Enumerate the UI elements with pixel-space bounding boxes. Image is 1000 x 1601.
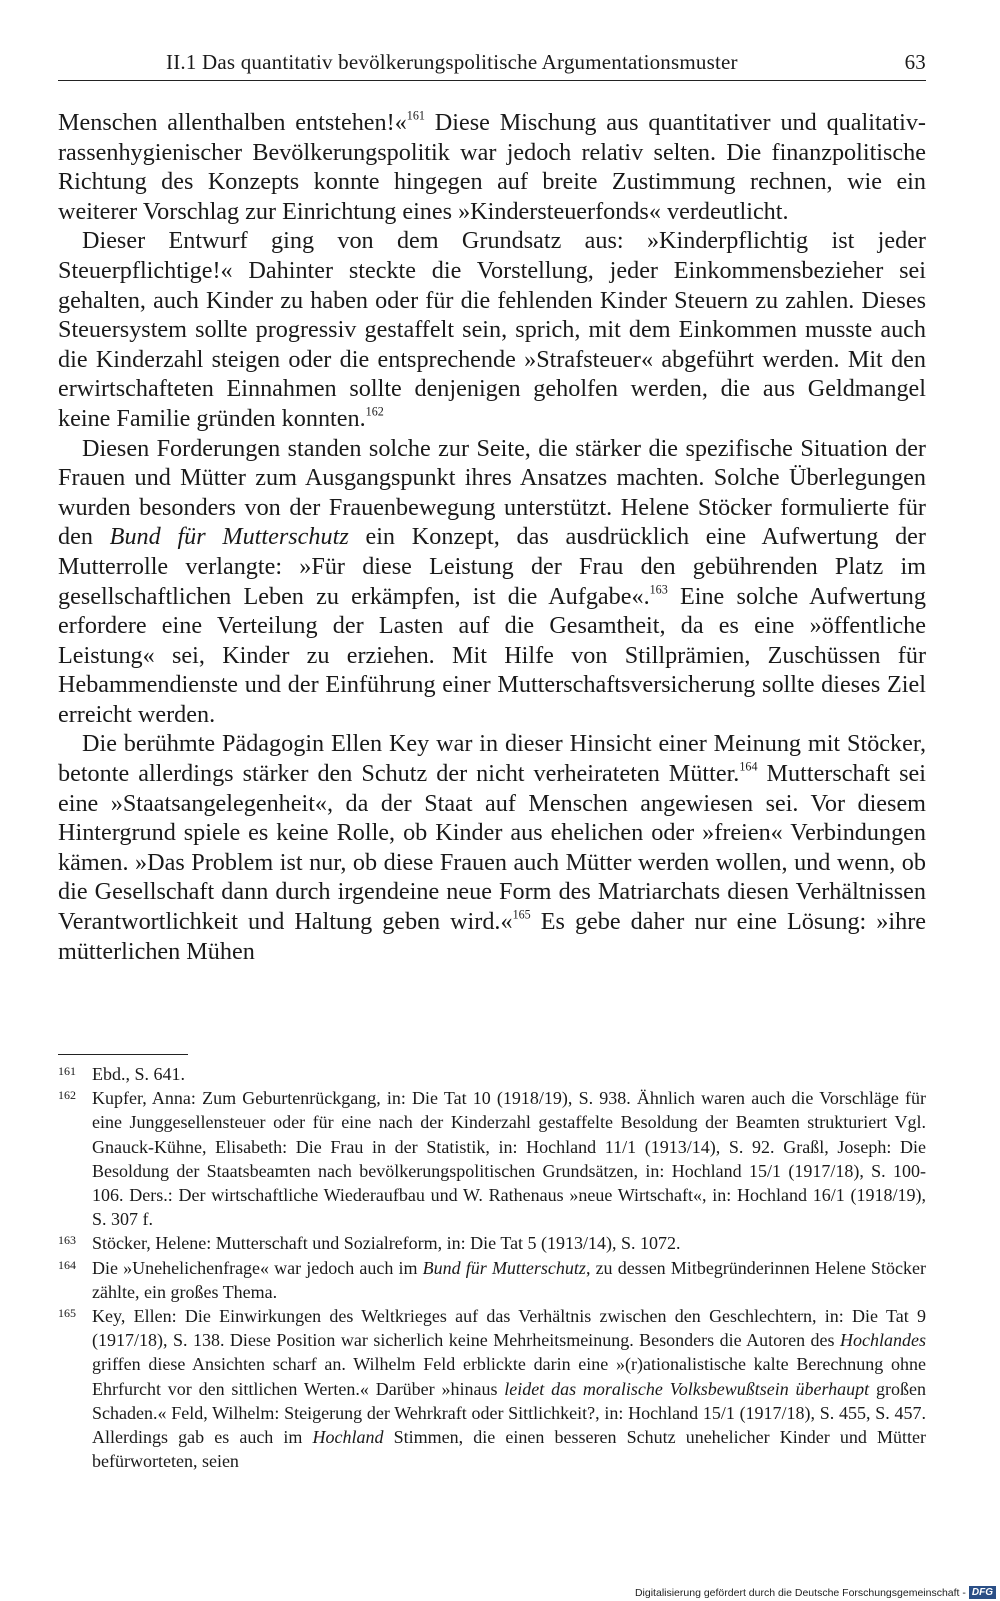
footnote-163: [58, 1231, 926, 1255]
footnote-162: [58, 1086, 926, 1231]
footnote-text: Stimmen, die einen besseren Schutz unehelicher Kinder und Mütter befürworteten, seien: [92, 1427, 926, 1472]
footnotes: [58, 1062, 926, 1473]
footnote-number: 163: [58, 1233, 76, 1248]
footnote-ref-161: 161: [406, 108, 425, 123]
italic-run: Hochlandes: [840, 1330, 926, 1351]
footnote-text: Kupfer, Anna: Zum Geburtenrückgang, in: Die Tat 10 (1918/19), S. 938. Ähnlich waren auch die Vorschläge für eine Junggesellensteuer oder für eine nach der Kinderzahl gestaffelte Besoldung der Beamten strukturiert Vgl. Gnauck-Kühne, Elisabeth: Die Frau in der Statistik, in: Hochland 11/1 (1913/14), S. 92. Graßl, Joseph: Die Besoldung der Staatsbeamten nach bevölkerungspolitischen Grundsätzen, in: Hochland 15/1 (1917/18), S. 100-106. Ders.: Der wirtschaftliche Wiederaufbau und W. Rathenaus »neue Wirtschaft«, in: Hochland 16/1 (1918/19), S. 307 f.: [92, 1088, 926, 1230]
footnote-number: 165: [58, 1306, 76, 1321]
digitization-credit-bar: [635, 1584, 1000, 1601]
footnote-164: [58, 1256, 926, 1304]
footnote-text: großen Schaden.« Feld, Wilhelm: Steigerung der Wehrkraft oder Sittlichkeit?, in: Hochland 15/1 (1917/18), S. 455, S. 457. Allerdings gab es auch im: [92, 1378, 926, 1448]
footnote-text: Ebd., S. 641.: [92, 1064, 186, 1084]
footnote-divider: [58, 1054, 188, 1055]
footnote-text: Key, Ellen: Die Einwirkungen des Weltkrieges auf das Verhältnis zwischen den Geschlechtern, in: Die Tat 9 (1917/18), S. 138. Diese Position war sicherlich keine Mehrheitsmeinung. Besonders die Autoren des: [92, 1306, 926, 1351]
footnote-ref-162: 162: [365, 404, 384, 419]
footnote-text: , zu dessen Mitbegründerinnen Helene Stöcker zählte, ein großes Thema.: [92, 1257, 926, 1302]
italic-run: Bund für Mutterschutz: [109, 523, 349, 551]
footnote-number: 164: [58, 1257, 76, 1272]
text-run: Diese Mischung aus quantitativer und qualitativ-rassenhygienischer Bevölkerungspolitik war jedoch relativ selten. Die finanzpolitische Richtung des Konzepts konnte hingegen auf breite Zustimmung rechnen, wie ein weiterer Vorschlag zur Einrichtung eines »Kindersteuerfonds« verdeutlicht.: [58, 109, 926, 225]
page-number: 63: [904, 50, 926, 74]
italic-run: Bund für Mutterschutz: [422, 1257, 586, 1278]
footnote-number: 161: [58, 1064, 76, 1078]
footnote-165: [58, 1304, 926, 1473]
dfg-logo-icon: DFG: [969, 1586, 996, 1599]
text-run: Die berühmte Pädagogin Ellen Key war in dieser Hinsicht einer Meinung mit Stöcker, betonte allerdings stärker den Schutz der nicht verheirateten Mütter.: [58, 730, 926, 788]
footnote-text: Stöcker, Helene: Mutterschaft und Sozialreform, in: Die Tat 5 (1913/14), S. 1072.: [92, 1233, 681, 1254]
text-run: Menschen allenthalben entstehen!«: [58, 109, 407, 136]
footnote-ref-165: 165: [512, 907, 531, 922]
footnote-ref-164: 164: [739, 759, 758, 774]
paragraph-4: [58, 729, 926, 966]
text-run: ein Konzept, das ausdrücklich eine Aufwertung der Mutterrolle verlangte: »Für diese Leistung der Frau den gebührenden Platz im gesellschaftlichen Leben zu erkämpfen, ist die Aufgabe«.: [58, 523, 926, 610]
text-run: Dieser Entwurf ging von dem Grundsatz aus: »Kinderpflichtig ist jeder Steuerpflichtige!« Dahinter steckte die Vorstellung, jeder Einkommensbezieher sei gehalten, auch Kinder zu haben oder für die fehlenden Kinder Steuern zu zahlen. Dieses Steuersystem sollte progressiv gestaffelt sein, sprich, mit dem Einkommen musste auch die Kinderzahl steigen oder die entsprechende »Strafsteuer« abgeführt werden. Mit den erwirtschafteten Einnahmen sollte denjenigen geholfen werden, die aus Geldmangel keine Familie gründen konnten.: [58, 227, 926, 432]
footnote-number: 162: [58, 1088, 76, 1103]
running-header: [58, 48, 926, 81]
paragraph-3: [58, 434, 926, 730]
digitization-credit: Digitalisierung gefördert durch die Deutsche Forschungsgemeinschaft -: [634, 1586, 966, 1599]
footnote-text: Die »Unehelichenfrage« war jedoch auch im: [92, 1257, 423, 1278]
text-run: Es gebe daher nur eine Lösung: »ihre mütterlichen Mühen: [58, 908, 926, 965]
italic-run: leidet das moralische Volksbewußtsein überhaupt: [504, 1378, 870, 1399]
footnote-161: [58, 1062, 926, 1086]
text-run: Eine solche Aufwertung erfordere eine Verteilung der Lasten auf die Gesamtheit, da es eine »öffentliche Leistung« sei, Kinder zu erziehen. Mit Hilfe von Stillprämien, Zuschüssen für Hebammendienste und der Einführung einer Mutterschaftsversicherung sollte dieses Ziel erreicht werden.: [58, 582, 926, 728]
running-title: II.1 Das quantitativ bevölkerungspolitische Argumentationsmuster: [166, 50, 738, 74]
paragraph-1: [58, 108, 926, 226]
footnote-ref-163: 163: [649, 582, 668, 597]
paragraph-2: [58, 226, 926, 433]
italic-run: Hochland: [312, 1427, 384, 1448]
footnote-text: griffen diese Ansichten scharf an. Wilhelm Feld erblickte darin eine »(r)ationalistische kalte Berechnung ohne Ehrfurcht vor den sittlichen Werten.« Darüber »hinaus: [92, 1354, 926, 1399]
main-text: [58, 108, 926, 966]
text-run: Mutterschaft sei eine »Staatsangelegenheit«, da der Staat auf Menschen angewiesen sei. Vor diesem Hintergrund spiele es keine Rolle, ob Kinder aus ehelichen oder »freien« Verbindungen kämen. »Das Problem ist nur, ob diese Frauen auch Mütter werden wollen, und wenn, ob die Gesellschaft dann durch irgendeine neue Form des Matriarchats diesen Verhältnissen Verantwortlichkeit und Haltung geben wird.«: [58, 760, 927, 936]
text-run: Diesen Forderungen standen solche zur Seite, die stärker die spezifische Situation der Frauen und Mütter zum Ausgangspunkt ihres Ansatzes machten. Solche Überlegungen wurden besonders von der Frauenbewegung unterstützt. Helene Stöcker formulierte für den: [58, 434, 926, 551]
